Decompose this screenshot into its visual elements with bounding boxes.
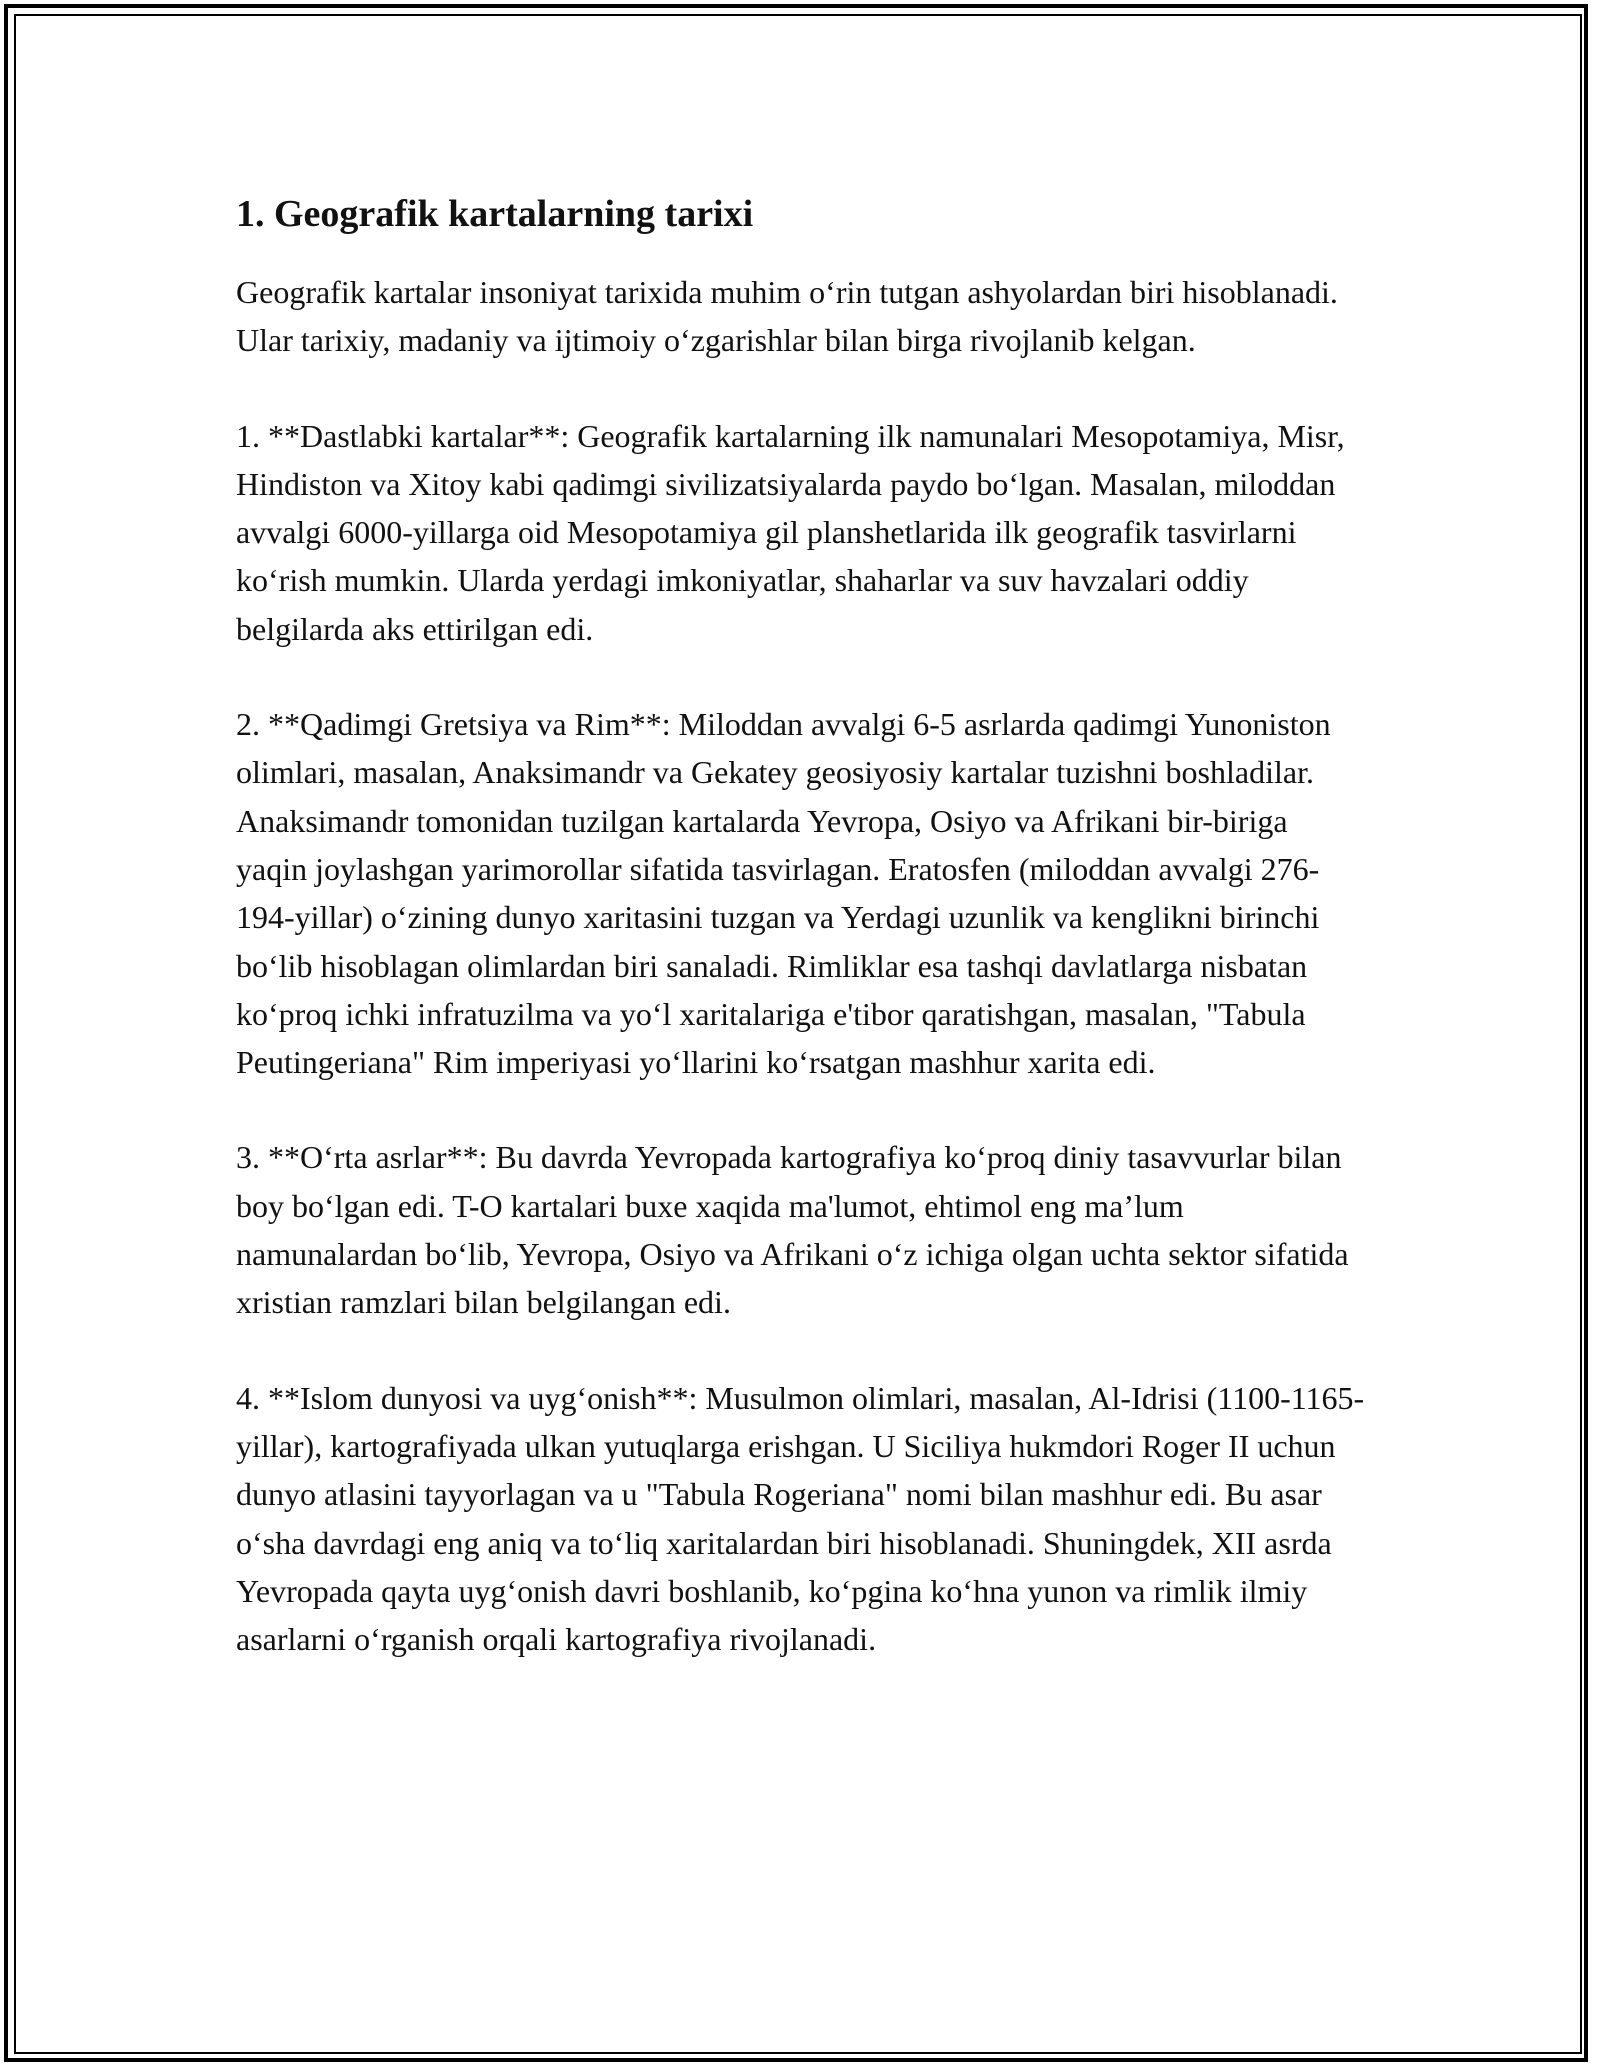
paragraph-greece-rome: 2. **Qadimgi Gretsiya va Rim**: Miloddan avvalgi 6-5 asrlarda qadimgi Yunoniston olimlari, masalan, Anaksimandr va Gekatey geosiyosiy kartalar tuzishni boshladilar. Anaksimandr tomonidan tuzilgan kartalarda Yevropa, Osiyo va Afrikani bir-biriga yaqin joylashgan yarimorollar sifatida tasvirlagan. Eratosfen (miloddan avvalgi 276-194-yillar) o‘zining dunyo xaritasini tuzgan va Yerdagi uzunlik va kenglikni birinchi bo‘lib hisoblagan olimlardan biri sanaladi. Rimliklar esa tashqi davlatlarga nisbatan ko‘proq ichki infratuzilma va yo‘l xaritalariga e'tibor qaratishgan, masalan, "Tabula Peutingeriana" Rim imperiyasi yo‘llarini ko‘rsatgan mashhur xarita edi.: [236, 706, 1331, 1081]
paragraph-intro: Geografik kartalar insoniyat tarixida muhim o‘rin tutgan ashyolardan biri hisoblanadi. Ular tarixiy, madaniy va ijtimoiy o‘zgarishlar bilan birga rivojlanib kelgan.: [236, 274, 1338, 359]
section-heading: 1. Geografik kartalarning tarixi: [236, 193, 754, 235]
paragraph-middle-ages: 3. **O‘rta asrlar**: Bu davrda Yevropada kartografiya ko‘proq diniy tasavvurlar bilan boy bo‘lgan edi. T-O kartalari buxe xaqida ma'lumot, ehtimol eng ma’lum namunalardan bo‘lib, Yevropa, Osiyo va Afrikani o‘z ichiga olgan uchta sektor sifatida xristian ramzlari bilan belgilangan edi.: [236, 1139, 1349, 1321]
paragraph-islamic-world: 4. **Islom dunyosi va uyg‘onish**: Musulmon olimlari, masalan, Al-Idrisi (1100-1165-yillar), kartografiyada ulkan yutuqlarga erishgan. U Siciliya hukmdori Roger II uchun dunyo atlasini tayyorlagan va u "Tabula Rogeriana" nomi bilan mashhur edi. Bu asar o‘sha davrdagi eng aniq va to‘liq xaritalardan biri hisoblanadi. Shuningdek, XII asrda Yevropada qayta uyg‘onish davri boshlanib, ko‘pgina ko‘hna yunon va rimlik ilmiy asarlarni o‘rganish orqali kartografiya rivojlanadi.: [236, 1379, 1365, 1658]
document-body: [236, 186, 1366, 1710]
paragraph-early-maps: 1. **Dastlabki kartalar**: Geografik kartalarning ilk namunalari Mesopotamiya, Misr, Hindiston va Xitoy kabi qadimgi sivilizatsiyalarda paydo bo‘lgan. Masalan, miloddan avvalgi 6000-yillarga oid Mesopotamiya gil planshetlarida ilk geografik tasvirlarni ko‘rish mumkin. Ularda yerdagi imkoniyatlar, shaharlar va suv havzalari oddiy belgilarda aks ettirilgan edi.: [236, 417, 1345, 647]
